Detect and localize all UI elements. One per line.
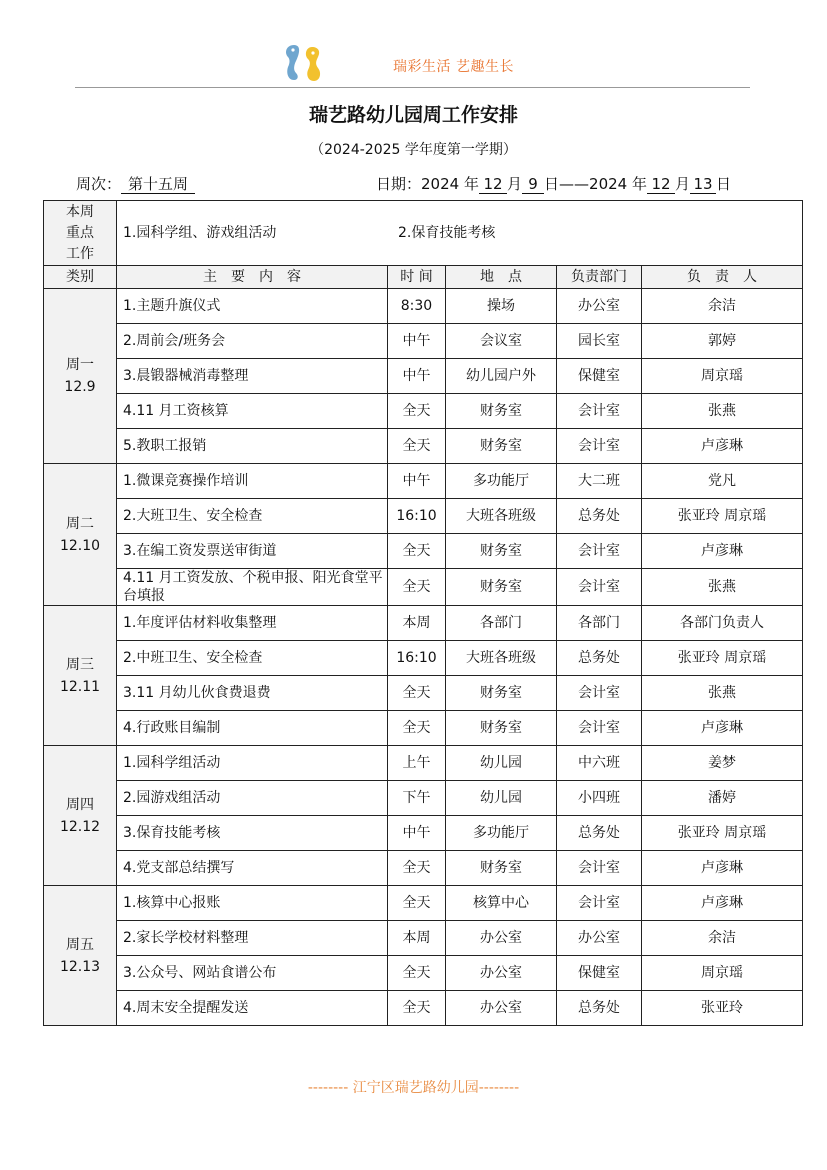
table-row	[44, 746, 803, 781]
date-dash: ——	[559, 175, 590, 193]
cell-dept: 总务处	[557, 641, 642, 676]
cell-time: 全天	[388, 534, 446, 569]
seahorse-logo-icon	[280, 39, 328, 83]
cell-dept: 会计室	[557, 676, 642, 711]
cell-content: 2.周前会/班务会	[117, 324, 388, 359]
cell-place: 大班各班级	[446, 641, 557, 676]
cell-place: 会议室	[446, 324, 557, 359]
day-cell	[44, 289, 117, 464]
cell-content: 3.晨锻器械消毒整理	[117, 359, 388, 394]
cell-dept: 保健室	[557, 956, 642, 991]
focus-label: 本周 重点 工作	[44, 201, 117, 266]
cell-content: 2.中班卫生、安全检查	[117, 641, 388, 676]
cell-place: 幼儿园	[446, 781, 557, 816]
day-name: 周四	[66, 796, 94, 813]
cell-time: 全天	[388, 956, 446, 991]
week-value: 第十五周	[121, 175, 195, 194]
cell-person: 周京瑶	[642, 359, 803, 394]
cell-place: 操场	[446, 289, 557, 324]
cell-time: 中午	[388, 816, 446, 851]
cell-dept: 会计室	[557, 851, 642, 886]
cell-person: 卢彦琳	[642, 711, 803, 746]
day-date: 12.10	[59, 537, 101, 554]
page-header	[75, 36, 750, 90]
cell-content: 3.公众号、网站食谱公布	[117, 956, 388, 991]
table-row	[44, 956, 803, 991]
start-day: 9	[522, 175, 544, 194]
table-row	[44, 569, 803, 606]
column-header-row	[44, 266, 803, 289]
cell-time: 本周	[388, 606, 446, 641]
start-month: 12	[479, 175, 507, 194]
cell-time: 16:10	[388, 499, 446, 534]
focus-items	[117, 201, 803, 266]
col-header-content: 主 要 内 容	[117, 266, 388, 289]
cell-time: 上午	[388, 746, 446, 781]
cell-content: 4.11 月工资核算	[117, 394, 388, 429]
cell-dept: 会计室	[557, 534, 642, 569]
cell-person: 张亚玲 周京瑶	[642, 641, 803, 676]
cell-content: 2.园游戏组活动	[117, 781, 388, 816]
cell-dept: 会计室	[557, 429, 642, 464]
table-row	[44, 641, 803, 676]
cell-place: 财务室	[446, 429, 557, 464]
table-row	[44, 324, 803, 359]
focus-item: 2.保育技能考核	[398, 225, 496, 241]
cell-place: 幼儿园户外	[446, 359, 557, 394]
cell-dept: 小四班	[557, 781, 642, 816]
cell-content: 1.园科学组活动	[117, 746, 388, 781]
cell-person: 张燕	[642, 394, 803, 429]
cell-dept: 会计室	[557, 569, 642, 606]
cell-content: 1.年度评估材料收集整理	[117, 606, 388, 641]
cell-dept: 会计室	[557, 886, 642, 921]
cell-person: 张亚玲 周京瑶	[642, 816, 803, 851]
cell-person: 卢彦琳	[642, 534, 803, 569]
cell-time: 全天	[388, 886, 446, 921]
table-row	[44, 676, 803, 711]
cell-dept: 总务处	[557, 816, 642, 851]
day-date: 12.12	[59, 818, 101, 835]
footer: -------- 江宁区瑞艺路幼儿园--------	[307, 1080, 520, 1096]
cell-time: 全天	[388, 851, 446, 886]
cell-time: 全天	[388, 711, 446, 746]
cell-time: 中午	[388, 464, 446, 499]
cell-place: 财务室	[446, 676, 557, 711]
cell-person: 余洁	[642, 289, 803, 324]
cell-content: 2.家长学校材料整理	[117, 921, 388, 956]
cell-time: 全天	[388, 676, 446, 711]
cell-person: 张亚玲	[642, 991, 803, 1026]
cell-time: 全天	[388, 394, 446, 429]
schedule-table	[43, 200, 803, 1026]
cell-person: 姜梦	[642, 746, 803, 781]
cell-person: 潘婷	[642, 781, 803, 816]
table-row	[44, 394, 803, 429]
cell-person: 卢彦琳	[642, 851, 803, 886]
day-name: 周五	[66, 936, 94, 953]
cell-person: 周京瑶	[642, 956, 803, 991]
date-range: 日期：2024 年 12 月 9 日——2024 年 12 月 13 日	[376, 175, 732, 193]
focus-item: 1.园科学组、游戏组活动	[123, 225, 277, 241]
col-header-person: 负 责 人	[642, 266, 803, 289]
col-header-time: 时 间	[388, 266, 446, 289]
day-cell	[44, 886, 117, 1026]
table-row	[44, 289, 803, 324]
date-label: 日期：	[376, 175, 422, 193]
cell-content: 4.周末安全提醒发送	[117, 991, 388, 1026]
table-row	[44, 816, 803, 851]
day-cell	[44, 606, 117, 746]
day-name: 周二	[66, 515, 94, 532]
cell-time: 16:10	[388, 641, 446, 676]
cell-place: 核算中心	[446, 886, 557, 921]
cell-time: 全天	[388, 569, 446, 606]
table-row	[44, 606, 803, 641]
cell-content: 1.主题升旗仪式	[117, 289, 388, 324]
slogan: 瑞彩生活 艺趣生长	[393, 59, 514, 75]
table-row	[44, 851, 803, 886]
week-label: 周次：	[76, 175, 122, 193]
table-row	[44, 499, 803, 534]
cell-time: 中午	[388, 324, 446, 359]
cell-person: 余洁	[642, 921, 803, 956]
table-row	[44, 464, 803, 499]
table-row	[44, 429, 803, 464]
col-header-category: 类别	[44, 266, 117, 289]
cell-time: 8:30	[388, 289, 446, 324]
cell-dept: 总务处	[557, 499, 642, 534]
cell-content: 4.行政账目编制	[117, 711, 388, 746]
cell-dept: 办公室	[557, 921, 642, 956]
col-header-place: 地 点	[446, 266, 557, 289]
table-row	[44, 534, 803, 569]
cell-place: 多功能厅	[446, 816, 557, 851]
cell-time: 下午	[388, 781, 446, 816]
day-name: 周一	[66, 357, 94, 373]
col-header-dept: 负责部门	[557, 266, 642, 289]
cell-person: 郭婷	[642, 324, 803, 359]
cell-person: 卢彦琳	[642, 886, 803, 921]
day-date: 12.13	[59, 958, 101, 975]
cell-dept: 中六班	[557, 746, 642, 781]
cell-time: 全天	[388, 991, 446, 1026]
cell-content: 2.大班卫生、安全检查	[117, 499, 388, 534]
cell-content: 1.微课竞赛操作培训	[117, 464, 388, 499]
cell-content: 3.在编工资发票送审街道	[117, 534, 388, 569]
day-cell	[44, 746, 117, 886]
cell-place: 多功能厅	[446, 464, 557, 499]
cell-content: 4.11 月工资发放、个税申报、阳光食堂平台填报	[117, 569, 388, 606]
day-date: 12.11	[59, 678, 101, 695]
cell-person: 卢彦琳	[642, 429, 803, 464]
page-subtitle: （2024-2025 学年度第一学期）	[310, 142, 517, 158]
cell-place: 财务室	[446, 711, 557, 746]
cell-place: 办公室	[446, 991, 557, 1026]
cell-content: 1.核算中心报账	[117, 886, 388, 921]
cell-time: 全天	[388, 429, 446, 464]
week-info	[76, 173, 195, 194]
cell-place: 财务室	[446, 569, 557, 606]
page-title: 瑞艺路幼儿园周工作安排	[308, 104, 518, 126]
cell-dept: 会计室	[557, 711, 642, 746]
day-date: 12.9	[64, 379, 96, 395]
cell-dept: 大二班	[557, 464, 642, 499]
cell-place: 办公室	[446, 956, 557, 991]
cell-place: 财务室	[446, 394, 557, 429]
table-row	[44, 711, 803, 746]
table-row	[44, 359, 803, 394]
cell-time: 本周	[388, 921, 446, 956]
cell-place: 大班各班级	[446, 499, 557, 534]
cell-dept: 保健室	[557, 359, 642, 394]
day-cell	[44, 464, 117, 606]
cell-content: 5.教职工报销	[117, 429, 388, 464]
cell-place: 各部门	[446, 606, 557, 641]
start-year: 2024	[421, 175, 460, 193]
end-year: 2024	[589, 175, 628, 193]
cell-content: 3.保育技能考核	[117, 816, 388, 851]
cell-content: 3.11 月幼儿伙食费退费	[117, 676, 388, 711]
end-month: 12	[647, 175, 675, 194]
cell-dept: 会计室	[557, 394, 642, 429]
cell-dept: 办公室	[557, 289, 642, 324]
cell-time: 中午	[388, 359, 446, 394]
cell-dept: 总务处	[557, 991, 642, 1026]
cell-dept: 各部门	[557, 606, 642, 641]
cell-content: 4.党支部总结撰写	[117, 851, 388, 886]
cell-person: 张燕	[642, 676, 803, 711]
cell-person: 张亚玲 周京瑶	[642, 499, 803, 534]
end-day: 13	[690, 175, 716, 194]
table-row	[44, 781, 803, 816]
cell-person: 张燕	[642, 569, 803, 606]
day-name: 周三	[66, 656, 94, 673]
cell-person: 各部门负责人	[642, 606, 803, 641]
cell-dept: 园长室	[557, 324, 642, 359]
header-divider	[75, 87, 750, 88]
table-row	[44, 991, 803, 1026]
cell-place: 财务室	[446, 534, 557, 569]
cell-place: 财务室	[446, 851, 557, 886]
cell-person: 党凡	[642, 464, 803, 499]
cell-place: 幼儿园	[446, 746, 557, 781]
focus-row	[44, 201, 803, 266]
table-row	[44, 886, 803, 921]
table-row	[44, 921, 803, 956]
cell-place: 办公室	[446, 921, 557, 956]
